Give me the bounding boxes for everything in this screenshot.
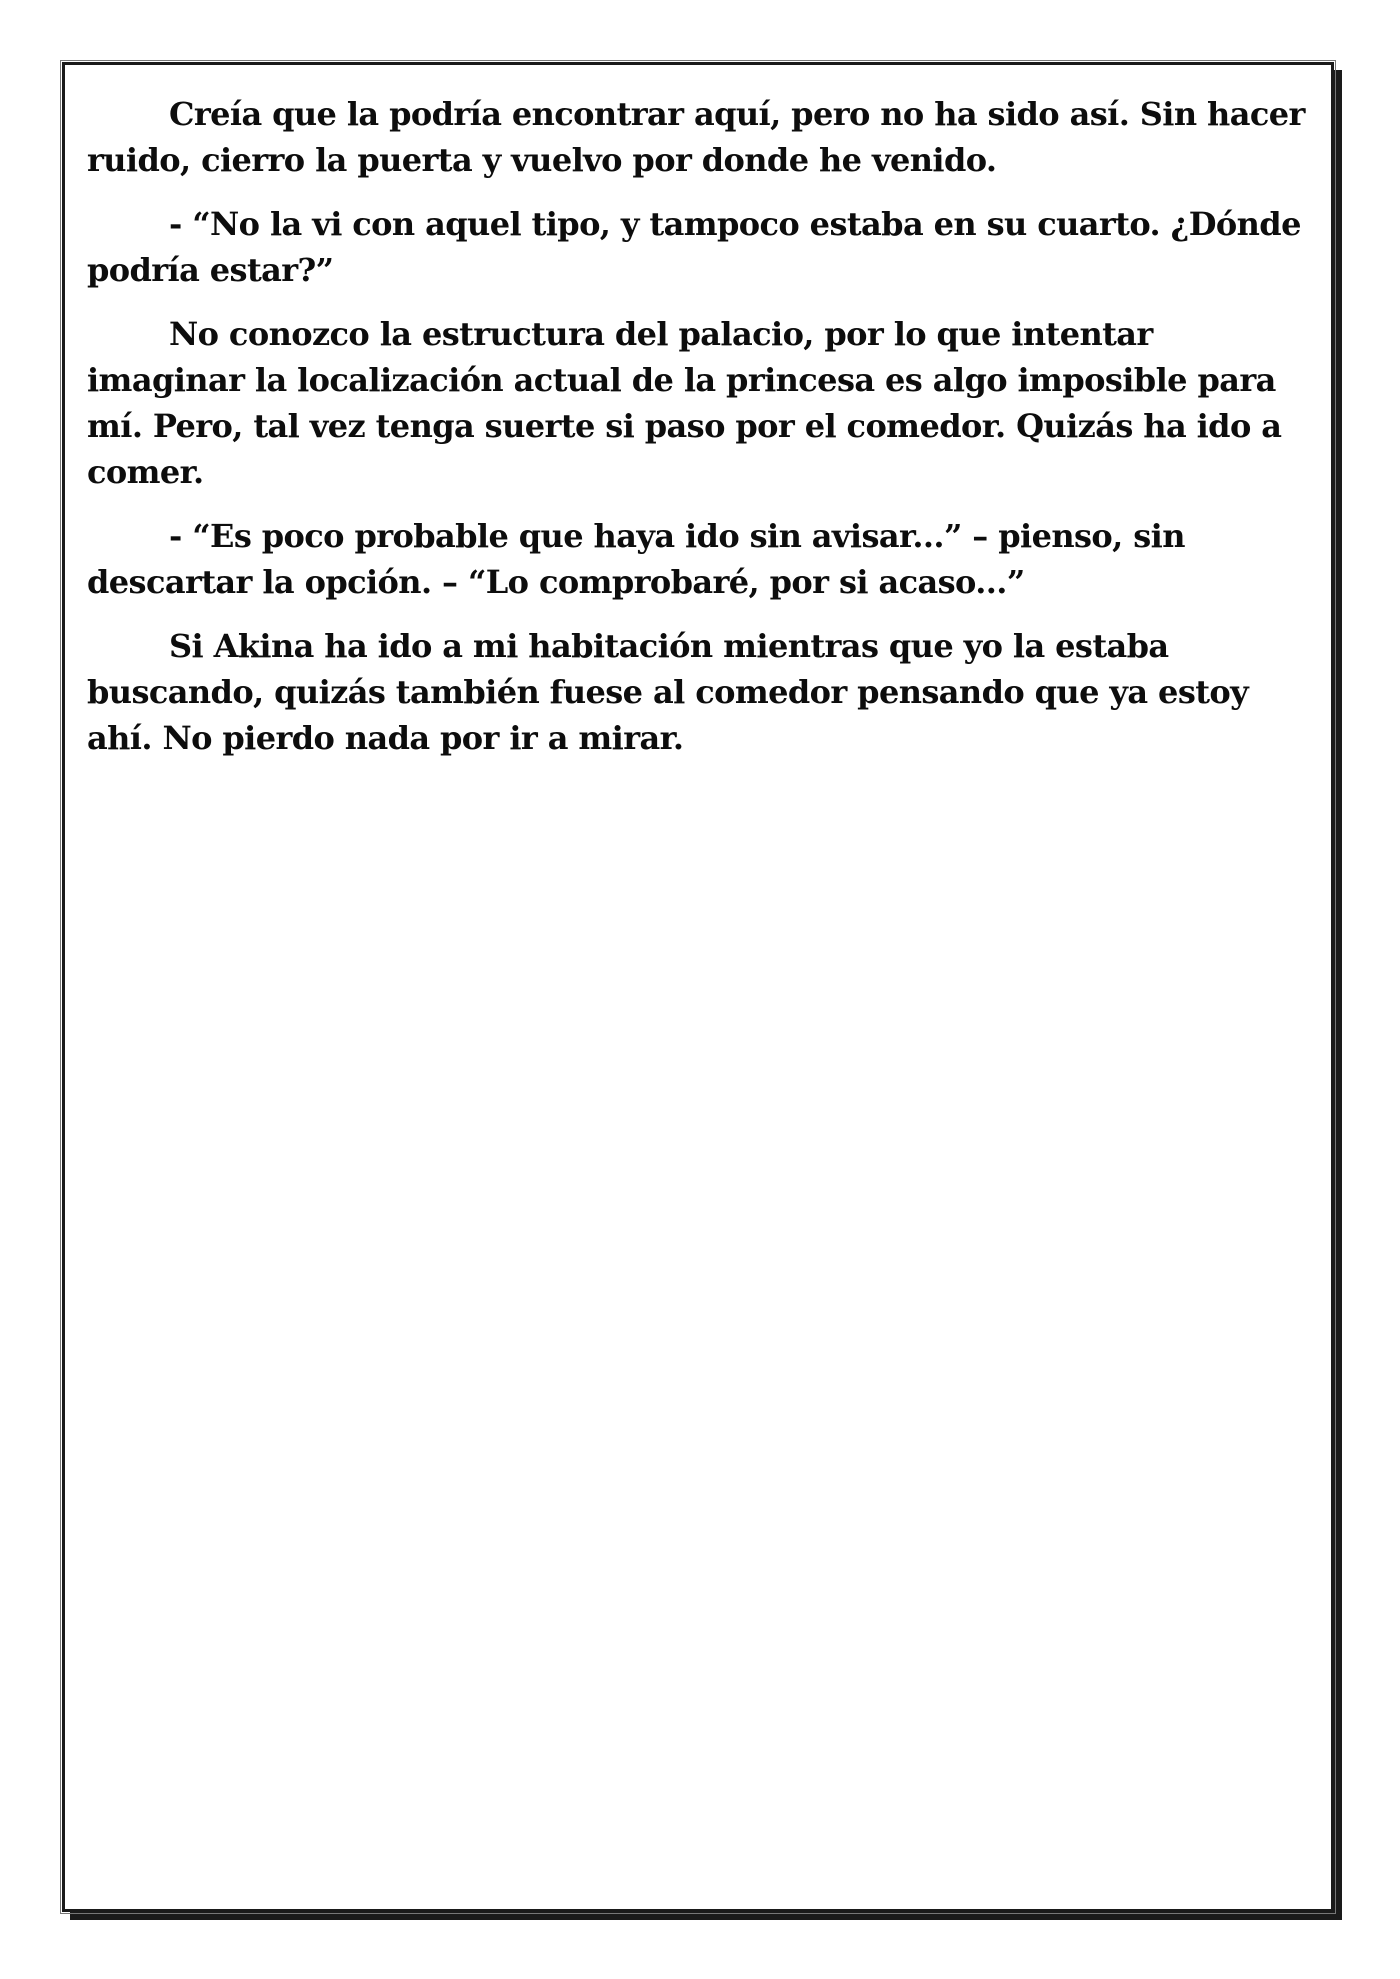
paragraph: - “No la vi con aquel tipo, y tampoco estaba en su cuarto. ¿Dónde podría estar?”	[87, 205, 1301, 289]
paragraph: Creía que la podría encontrar aquí, pero no ha sido así. Sin hacer ruido, cierro la puerta y vuelvo por donde he venido.	[87, 95, 1305, 179]
page-frame	[62, 62, 1334, 1912]
paragraph: Si Akina ha ido a mi habitación mientras que yo la estaba buscando, quizás también fuese al comedor pensando que ya estoy ahí. No pierdo nada por ir a mirar.	[87, 627, 1249, 757]
paragraph: - “Es poco probable que haya ido sin avisar...” – pienso, sin descartar la opción. – “Lo comprobaré, por si acaso...”	[87, 517, 1185, 601]
document-body	[87, 91, 1312, 779]
paragraph: No conozco la estructura del palacio, por lo que intentar imaginar la localización actual de la princesa es algo imposible para mí. Pero, tal vez tenga suerte si paso por el comedor. Quizás ha ido a comer.	[87, 315, 1282, 491]
